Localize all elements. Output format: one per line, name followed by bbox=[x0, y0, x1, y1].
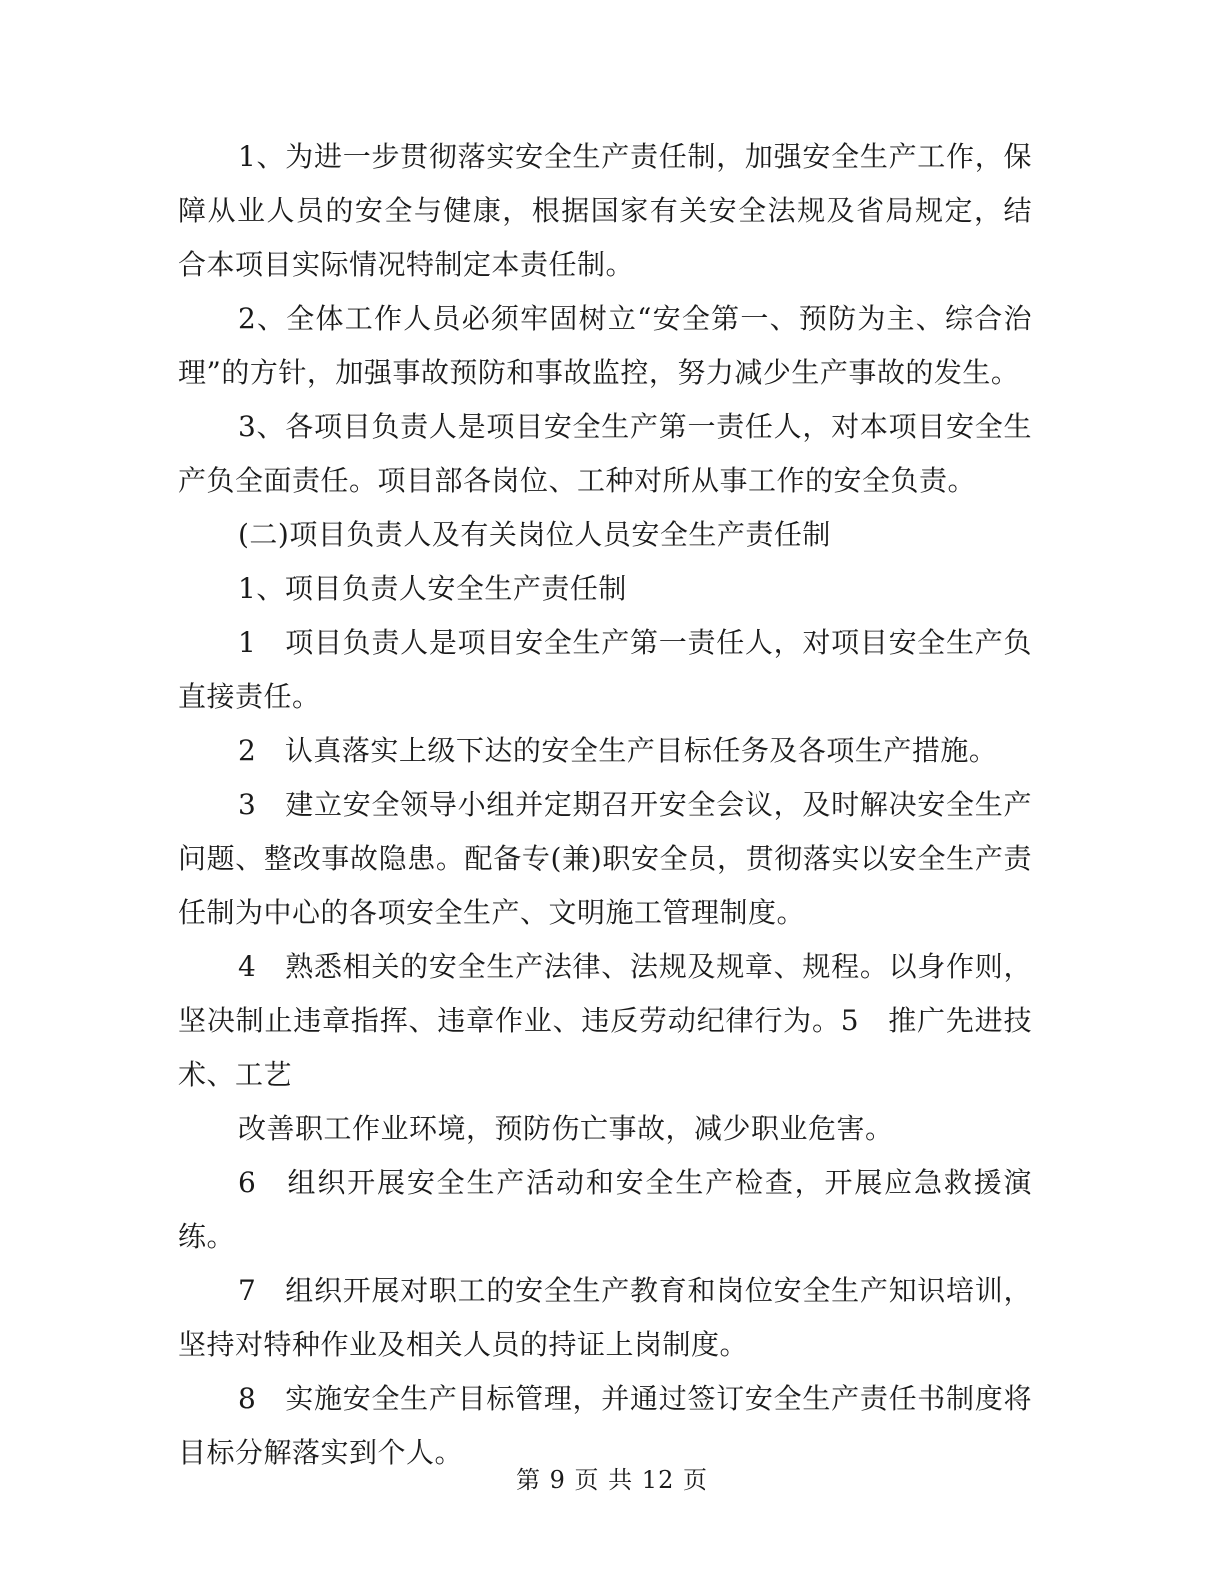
section-heading: (二)项目负责人及有关岗位人员安全生产责任制 bbox=[238, 518, 831, 551]
item-2: 2 认真落实上级下达的安全生产目标任务及各项生产措施。 bbox=[238, 734, 998, 767]
paragraph-3: 3、各项目负责人是项目安全生产第一责任人，对本项目安全生产负全面责任。项目部各岗位、工种对所从事工作的安全负责。 bbox=[178, 410, 1032, 497]
item-6: 6 组织开展安全生产活动和安全生产检查，开展应急救援演练。 bbox=[178, 1166, 1032, 1253]
item-3: 3 建立安全领导小组并定期召开安全会议，及时解决安全生产问题、整改事故隐患。配备专(兼)职安全员，贯彻落实以安全生产责任制为中心的各项安全生产、文明施工管理制度。 bbox=[178, 788, 1032, 929]
item-7: 7 组织开展对职工的安全生产教育和岗位安全生产知识培训，坚持对特种作业及相关人员的持证上岗制度。 bbox=[178, 1274, 1032, 1361]
item-5-continuation: 改善职工作业环境，预防伤亡事故，减少职业危害。 bbox=[238, 1112, 894, 1145]
item-4: 4 熟悉相关的安全生产法律、法规及规章、规程。以身作则，坚决制止违章指挥、违章作业、违反劳动纪律行为。5 推广先进技术、工艺 bbox=[178, 950, 1032, 1091]
paragraph-2: 2、全体工作人员必须牢固树立“安全第一、预防为主、综合治理”的方针，加强事故预防和事故监控，努力减少生产事故的发生。 bbox=[178, 302, 1032, 389]
item-8: 8 实施安全生产目标管理，并通过签订安全生产责任书制度将目标分解落实到个人。 bbox=[178, 1382, 1032, 1469]
page-footer bbox=[0, 1460, 1224, 1495]
paragraph-1: 1、为进一步贯彻落实安全生产责任制，加强安全生产工作，保障从业人员的安全与健康，根据国家有关安全法规及省局规定，结合本项目实际情况特制定本责任制。 bbox=[178, 140, 1032, 281]
page-number: 第 9 页 共 12 页 bbox=[516, 1466, 708, 1494]
subsection-heading: 1、项目负责人安全生产责任制 bbox=[238, 572, 627, 605]
item-1: 1 项目负责人是项目安全生产第一责任人，对项目安全生产负直接责任。 bbox=[178, 626, 1032, 713]
document-body bbox=[178, 130, 1032, 1480]
